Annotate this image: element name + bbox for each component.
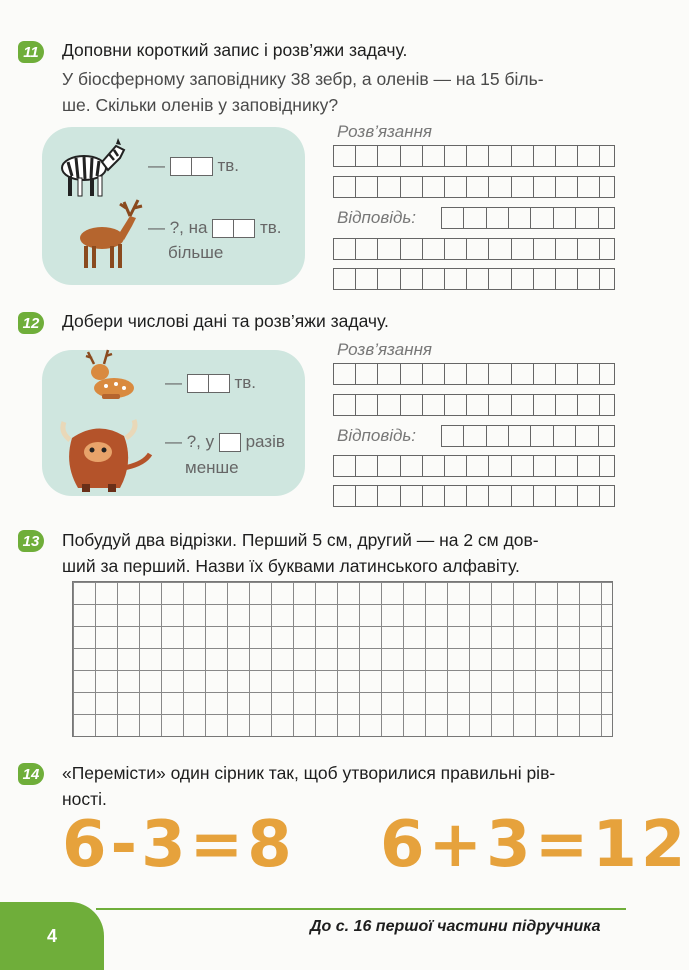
answer-label: Відповідь: bbox=[337, 208, 417, 227]
task-text-line: У біосферному заповіднику 38 зебр, а оленів — на 15 біль- bbox=[62, 69, 544, 89]
fawn-row bbox=[165, 373, 256, 393]
answer-grid-row[interactable] bbox=[441, 207, 615, 229]
dash-text: — bbox=[165, 373, 182, 392]
yak-row bbox=[165, 432, 285, 452]
task-number-badge: 12 bbox=[18, 312, 44, 334]
answer-grid-row[interactable] bbox=[333, 238, 615, 260]
zebra-icon bbox=[54, 136, 134, 200]
footer-divider bbox=[96, 908, 626, 910]
unit-text: разів bbox=[245, 432, 285, 451]
dash-text: — bbox=[148, 156, 165, 175]
answer-grid-row[interactable] bbox=[441, 425, 615, 447]
solution-label: Розв’язання bbox=[337, 340, 433, 359]
number-input-cells[interactable] bbox=[219, 433, 241, 452]
unit-text: тв. bbox=[217, 156, 240, 175]
number-input-cells[interactable] bbox=[187, 374, 230, 393]
task-number-badge: 14 bbox=[18, 763, 44, 785]
task-number-badge: 13 bbox=[18, 530, 44, 552]
answer-grid-row[interactable] bbox=[333, 455, 615, 477]
answer-label: Відповідь: bbox=[337, 426, 417, 445]
solution-grid-row[interactable] bbox=[333, 145, 615, 167]
unit-text: тв. bbox=[259, 218, 282, 237]
answer-grid-row[interactable] bbox=[333, 268, 615, 290]
solution-label: Розв’язання bbox=[337, 122, 433, 141]
number-input-cells[interactable] bbox=[212, 219, 255, 238]
unit-text: тв. bbox=[234, 373, 257, 392]
footer-reference: До с. 16 першої частини підручника bbox=[310, 918, 601, 935]
task-title: Доповни короткий запис і розв’яжи задачу. bbox=[62, 40, 408, 60]
zebra-row bbox=[148, 156, 239, 176]
task-text-line: ності. bbox=[62, 789, 107, 809]
solution-grid-row[interactable] bbox=[333, 394, 615, 416]
solution-grid-row[interactable] bbox=[333, 363, 615, 385]
number-input-cells[interactable] bbox=[170, 157, 213, 176]
task-text-line: Побудуй два відрізки. Перший 5 см, другий — на 2 см дов- bbox=[62, 530, 539, 550]
task-text-line: ший за перший. Назви їх буквами латинського алфавіту. bbox=[62, 556, 520, 576]
solution-grid-row[interactable] bbox=[333, 176, 615, 198]
task-number-badge: 11 bbox=[18, 41, 44, 63]
dash-question-text: — ?, на bbox=[148, 218, 208, 237]
task-text-line: «Перемісти» один сірник так, щоб утворилися правильні рів- bbox=[62, 763, 556, 783]
deer-icon bbox=[70, 196, 150, 270]
drawing-grid[interactable] bbox=[72, 581, 613, 737]
task-title: Добери числові дані та розв’яжи задачу. bbox=[62, 311, 389, 331]
task-text-line: ше. Скільки оленів у заповіднику? bbox=[62, 95, 339, 115]
deer-row bbox=[148, 218, 281, 238]
dash-question-text: — ?, у bbox=[165, 432, 215, 451]
less-text: менше bbox=[185, 458, 239, 477]
yak-icon bbox=[58, 418, 154, 494]
answer-grid-row[interactable] bbox=[333, 485, 615, 507]
fawn-icon bbox=[84, 348, 154, 406]
page-number: 4 bbox=[0, 902, 104, 970]
matchstick-equation[interactable]: 6+3=12 bbox=[380, 808, 689, 882]
matchstick-equation[interactable]: 6-3=8 bbox=[62, 808, 296, 882]
more-text: більше bbox=[168, 243, 224, 262]
